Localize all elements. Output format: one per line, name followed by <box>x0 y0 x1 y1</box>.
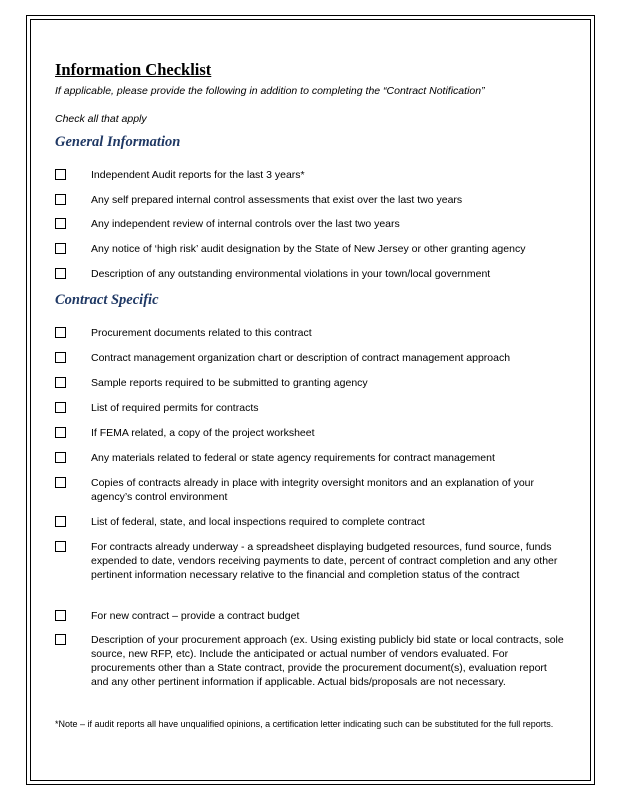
checklist-item-label: List of required permits for contracts <box>91 402 259 414</box>
footnote: *Note – if audit reports all have unqualified opinions, a certification letter indicating such can be substituted for the full reports. <box>55 719 554 729</box>
checkbox[interactable] <box>55 427 66 438</box>
checkbox[interactable] <box>55 352 66 363</box>
checklist-item-label: Any independent review of internal controls over the last two years <box>91 218 400 230</box>
checkbox[interactable] <box>55 610 66 621</box>
checkbox[interactable] <box>55 268 66 279</box>
checklist-item-label: Description of your procurement approach (ex. Using existing publicly bid state or local contracts, sole source, new RFP, etc). Include the anticipated or actual number of vendors evaluated. For procurements other than a State contract, provide the procurement document(s), evaluation report and any other pertinent information if applicable. Actual bids/proposals are not necessary. <box>91 634 564 688</box>
checklist-item-label: For contracts already underway - a spreadsheet displaying budgeted resources, fund source, funds expended to date, vendors receiving payments to date, percent of contract completion and any other pertinent information necessary relative to the financial and completion status of the contract <box>91 541 558 581</box>
checkbox[interactable] <box>55 452 66 463</box>
checklist-item-label: List of federal, state, and local inspections required to complete contract <box>91 516 425 528</box>
checklist-item-label: Description of any outstanding environmental violations in your town/local government <box>91 268 491 280</box>
checklist-item-label: If FEMA related, a copy of the project worksheet <box>91 427 315 439</box>
checkbox[interactable] <box>55 634 66 645</box>
checklist-item-label: Any materials related to federal or state agency requirements for contract management <box>91 452 495 464</box>
checkbox[interactable] <box>55 516 66 527</box>
checklist-item-label: Copies of contracts already in place with integrity oversight monitors and an explanation of your agency’s control environment <box>91 477 534 503</box>
checkbox[interactable] <box>55 194 66 205</box>
section-heading-general: General Information <box>55 134 181 150</box>
page-subtitle: If applicable, please provide the following in addition to completing the “Contract Notification” <box>55 85 485 97</box>
checklist-item-label: Any notice of ‘high risk’ audit designation by the State of New Jersey or other granting agency <box>91 243 526 255</box>
checklist-item-label: For new contract – provide a contract budget <box>91 610 300 622</box>
checkbox[interactable] <box>55 327 66 338</box>
checkbox[interactable] <box>55 218 66 229</box>
checklist-item-label: Independent Audit reports for the last 3 years* <box>91 169 305 181</box>
checkbox[interactable] <box>55 377 66 388</box>
checkbox[interactable] <box>55 541 66 552</box>
page-title: Information Checklist <box>55 60 212 79</box>
checkbox[interactable] <box>55 243 66 254</box>
check-instruction: Check all that apply <box>55 113 147 125</box>
checklist-item-label: Sample reports required to be submitted to granting agency <box>91 377 368 389</box>
section-heading-contract: Contract Specific <box>55 292 159 308</box>
checkbox[interactable] <box>55 169 66 180</box>
checklist-item-label: Contract management organization chart or description of contract management approach <box>91 352 511 364</box>
checkbox[interactable] <box>55 402 66 413</box>
checkbox[interactable] <box>55 477 66 488</box>
checklist-item-label: Any self prepared internal control assessments that exist over the last two years <box>91 194 463 206</box>
checklist-item-label: Procurement documents related to this contract <box>91 327 312 339</box>
